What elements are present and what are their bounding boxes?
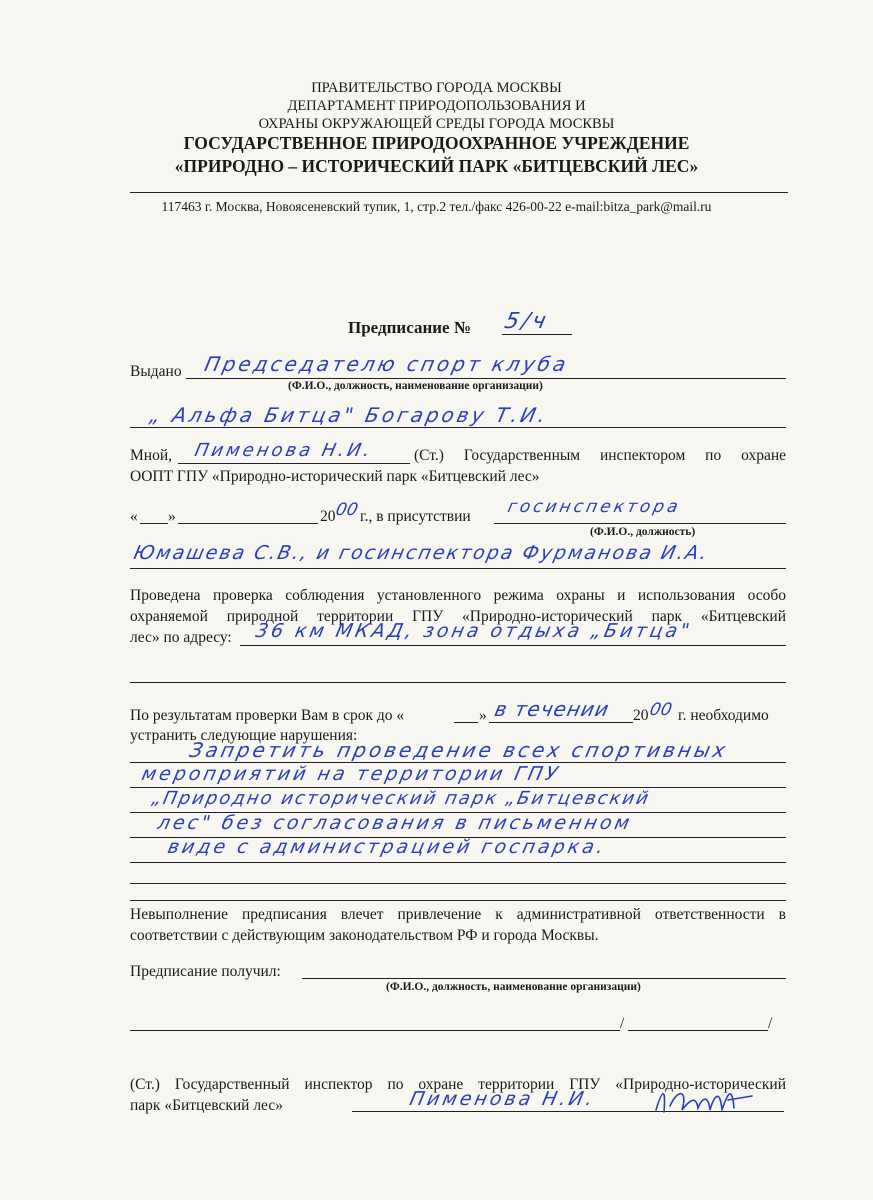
violation-text: „Природно исторический парк „Битцевский bbox=[149, 788, 653, 809]
title-number-line bbox=[502, 334, 572, 335]
violation-text: лес" без согласования в письменном bbox=[155, 812, 635, 834]
header-government: ПРАВИТЕЛЬСТВО ГОРОДА МОСКВЫ bbox=[311, 80, 562, 96]
inspection-line-2 bbox=[130, 682, 786, 683]
date-presence-label: г., в присутствии bbox=[360, 508, 471, 525]
warning-text-2: соответствии с действующим законодательством РФ и города Москвы. bbox=[130, 927, 599, 944]
issued-value-2: „ Альфа Битца" Богарову Т.И. bbox=[147, 403, 551, 427]
issued-value: Председателю спорт клуба bbox=[202, 352, 572, 376]
received-caption: (Ф.И.О., должность, наименование организации) bbox=[386, 981, 641, 993]
results-suffix: г. необходимо bbox=[678, 707, 769, 724]
document-title: Предписание № bbox=[348, 318, 471, 337]
violation-line bbox=[130, 883, 786, 884]
warning-text-1: Невыполнение предписания влечет привлечение к административной ответственности в bbox=[130, 906, 786, 923]
inspector-org: ООПТ ГПУ «Природно-исторический парк «Битцевский лес» bbox=[130, 468, 540, 485]
inspector-title: (Ст.) Государственным инспектором по охране bbox=[414, 447, 786, 464]
violation-text: виде с администрацией госпарка. bbox=[165, 836, 609, 858]
results-year-prefix: 20 bbox=[633, 707, 649, 724]
violation-line bbox=[130, 862, 786, 863]
received-signature-line bbox=[130, 1030, 620, 1031]
header-address: 117463 г. Москва, Новоясеневский тупик, 1, стр.2 тел./факс 426-00-22 e-mail:bitza_park@mail.ru bbox=[161, 199, 712, 214]
header-org-name: ГОСУДАРСТВЕННОЕ ПРИРОДООХРАННОЕ УЧРЕЖДЕНИЕ bbox=[183, 133, 690, 153]
presence-value: госинспектора bbox=[505, 497, 683, 517]
footer-inspector-title: (Ст.) Государственный инспектор по охране территории ГПУ «Природно-исторический bbox=[130, 1076, 786, 1093]
received-line bbox=[302, 978, 786, 979]
date-year-prefix: 20 bbox=[320, 508, 336, 525]
results-deadline: в течении bbox=[492, 697, 612, 721]
footer-park: парк «Битцевский лес» bbox=[130, 1097, 283, 1114]
handwritten-signature bbox=[648, 1080, 758, 1120]
received-date-line bbox=[628, 1030, 768, 1031]
received-slash: / bbox=[620, 1015, 625, 1032]
issued-line bbox=[186, 378, 786, 379]
date-month-line bbox=[178, 523, 318, 524]
header-park-name: «ПРИРОДНО – ИСТОРИЧЕСКИЙ ПАРК «БИТЦЕВСКИЙ ЛЕС» bbox=[174, 156, 699, 176]
prescription-number: 5/ч bbox=[502, 309, 552, 334]
inspection-address-line bbox=[240, 645, 786, 646]
results-day-line bbox=[454, 722, 478, 723]
presence-value-2: Юмашева С.В., и госинспектора Фурманова И.А. bbox=[131, 542, 711, 564]
inspection-address: 36 км МКАД, зона отдыха „Битца" bbox=[253, 620, 695, 642]
results-line-2: устранить следующие нарушения: bbox=[130, 727, 358, 744]
header-divider bbox=[130, 192, 788, 193]
footer-inspector-name: Пименова Н.И. bbox=[407, 1088, 598, 1110]
date-open-quote: « bbox=[130, 508, 138, 525]
date-year: 00 bbox=[333, 500, 360, 520]
inspector-line bbox=[178, 463, 410, 464]
results-prefix: По результатам проверки Вам в срок до « bbox=[130, 707, 405, 724]
results-year: 00 bbox=[647, 700, 674, 720]
inspection-text-2: охраняемой природной территории ГПУ «Природно-исторический парк «Битцевский bbox=[130, 608, 786, 625]
header-department-cont: ОХРАНЫ ОКРУЖАЮЩЕЙ СРЕДЫ ГОРОДА МОСКВЫ bbox=[258, 116, 615, 132]
inspector-name: Пименова Н.И. bbox=[192, 440, 375, 461]
violation-line bbox=[130, 900, 786, 901]
inspection-text-1: Проведена проверка соблюдения установленного режима охраны и использования особо bbox=[130, 587, 786, 604]
results-deadline-line bbox=[489, 722, 633, 723]
received-label: Предписание получил: bbox=[130, 963, 281, 980]
received-slash: / bbox=[768, 1015, 773, 1032]
date-day-line bbox=[140, 523, 168, 524]
issued-caption: (Ф.И.О., должность, наименование организации) bbox=[288, 380, 543, 392]
issued-label: Выдано bbox=[130, 363, 182, 380]
inspector-label: Мной, bbox=[130, 447, 172, 464]
presence-line bbox=[494, 523, 786, 524]
date-close-quote: » bbox=[168, 508, 176, 525]
violation-text: Запретить проведение всех спортивных bbox=[187, 738, 731, 762]
violation-text: мероприятий на территории ГПУ bbox=[139, 763, 563, 785]
presence-caption: (Ф.И.О., должность) bbox=[590, 526, 696, 538]
results-close-quote: » bbox=[479, 707, 487, 724]
presence-line-2 bbox=[130, 568, 786, 569]
header-department: ДЕПАРТАМЕНТ ПРИРОДОПОЛЬЗОВАНИЯ И bbox=[287, 98, 586, 114]
issued-line-2 bbox=[130, 427, 786, 428]
inspection-address-label: лес» по адресу: bbox=[130, 629, 232, 646]
